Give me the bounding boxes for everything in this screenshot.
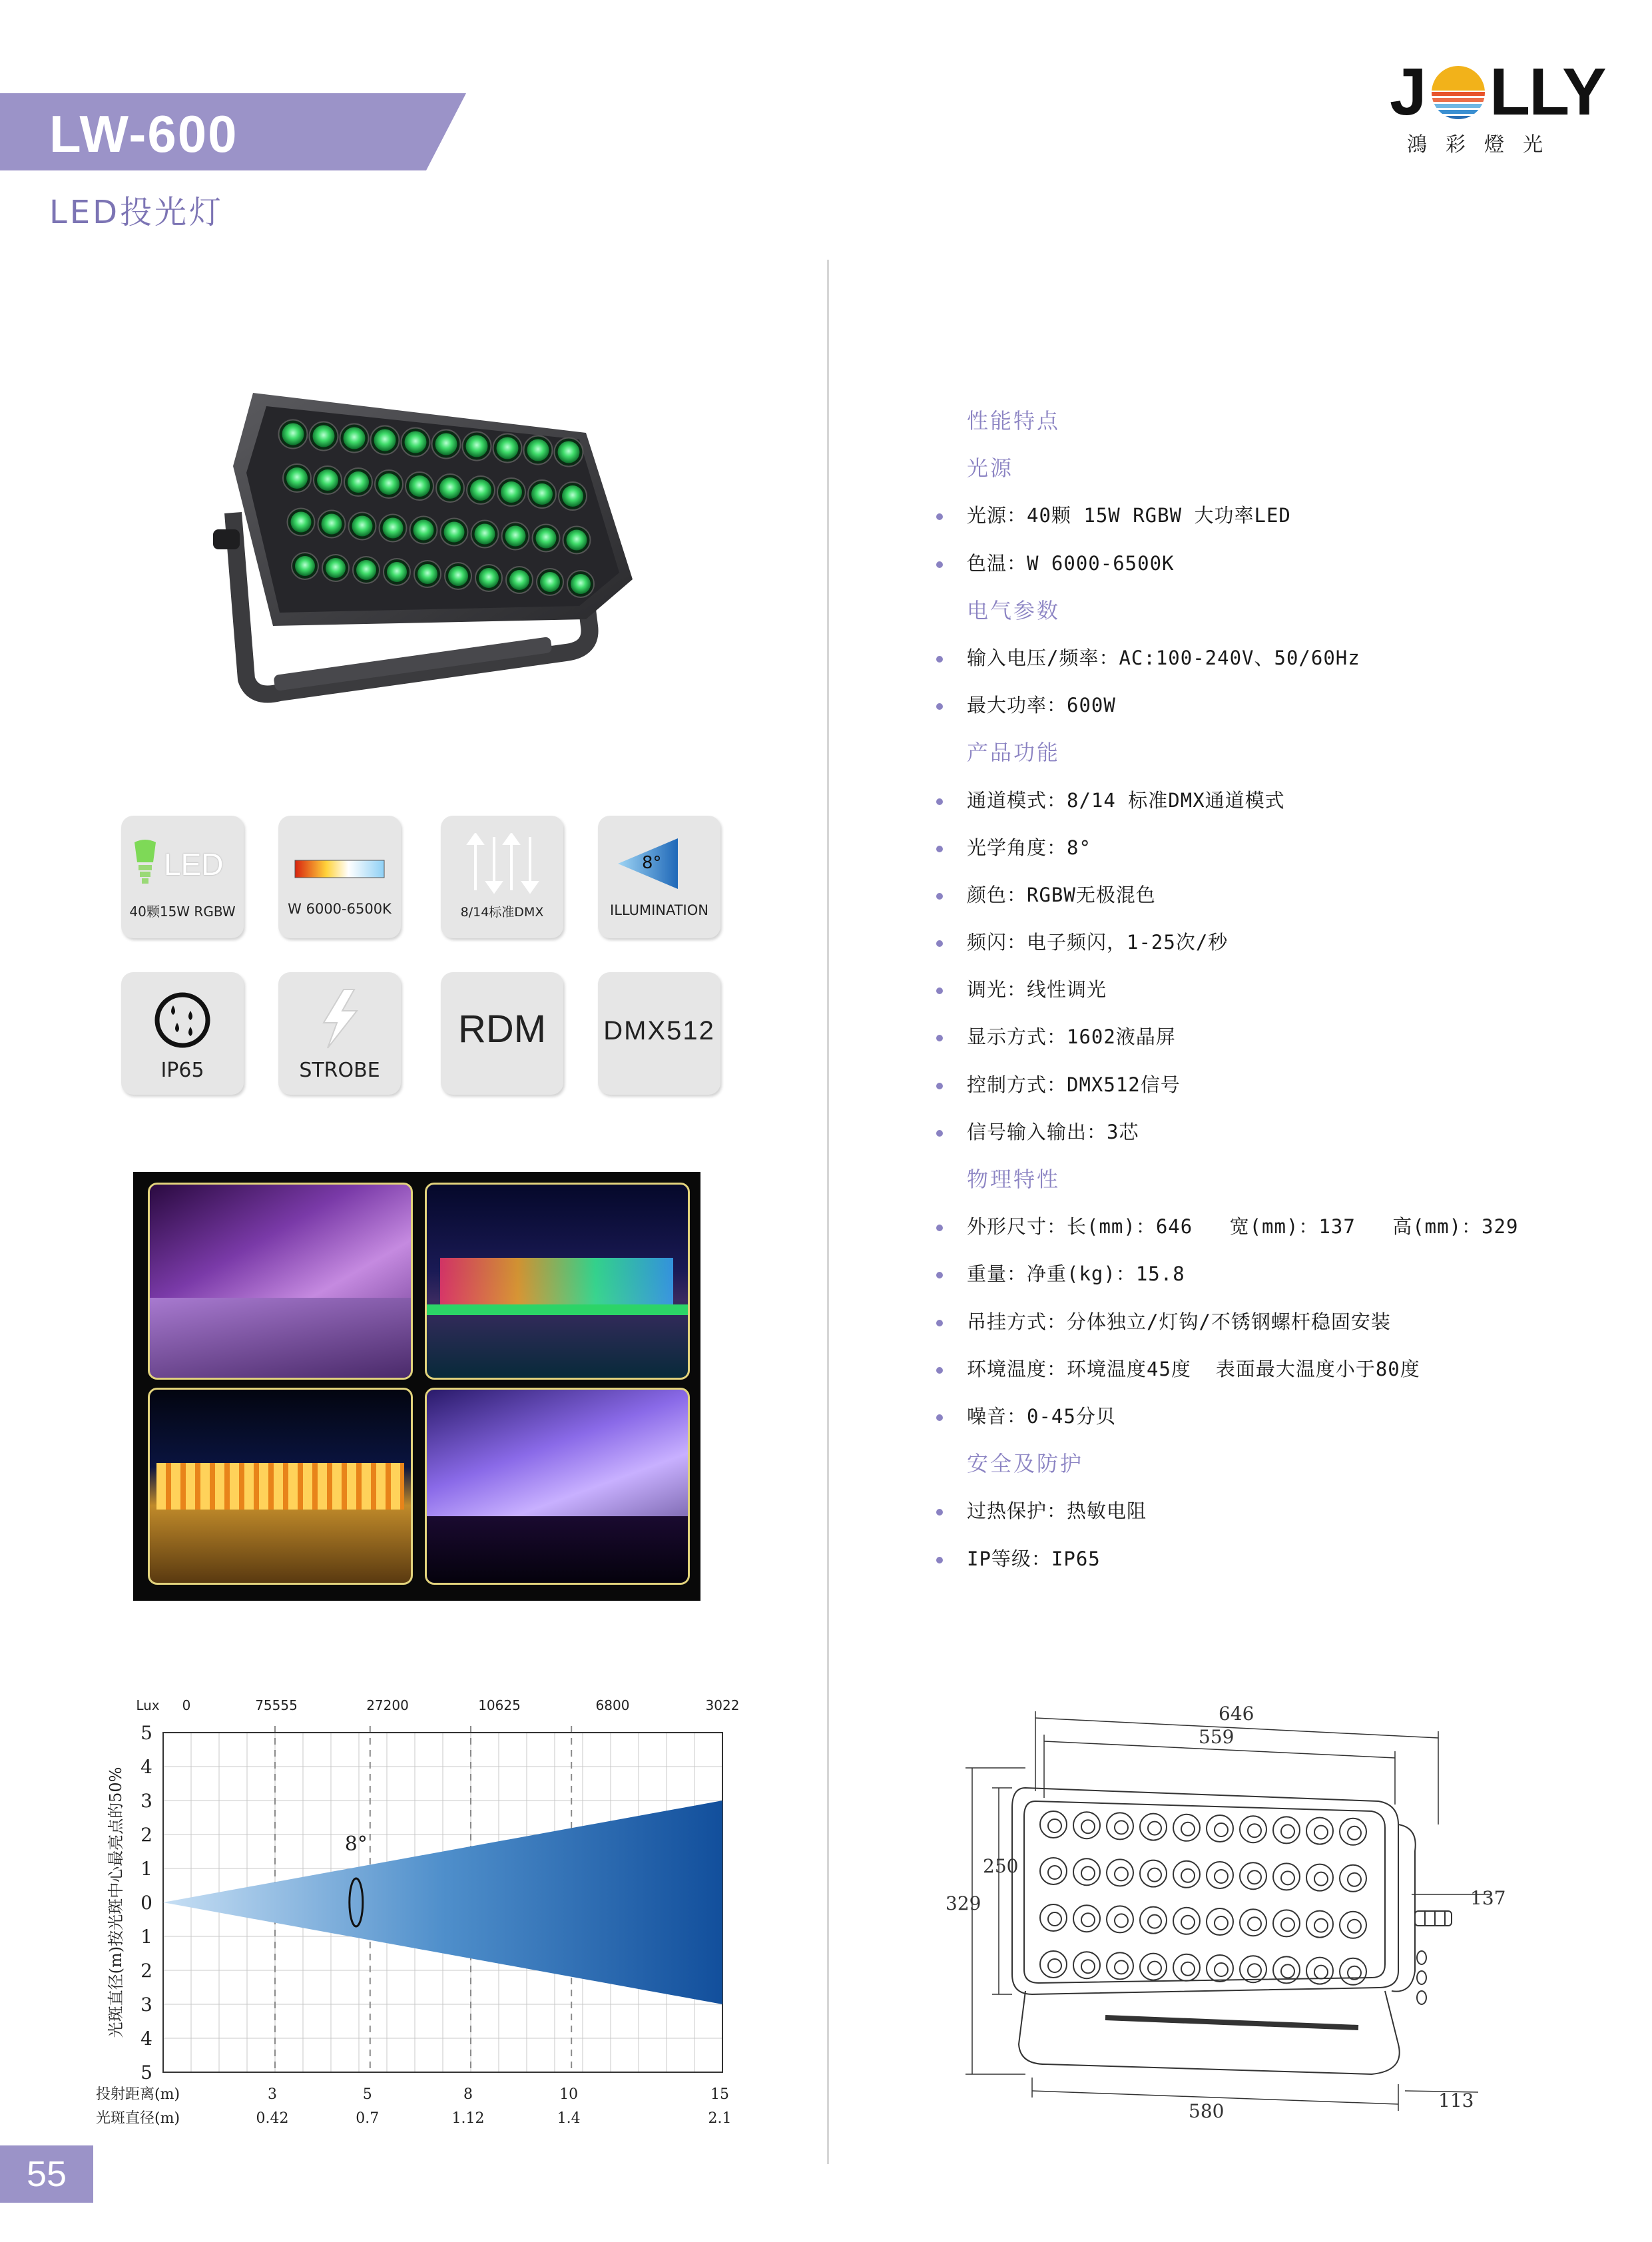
led-outline: [1073, 1905, 1100, 1932]
led-outline-inner: [1048, 1912, 1061, 1926]
led-outline-inner: [1181, 1916, 1195, 1929]
spec-item: [932, 970, 1598, 1017]
led-outline: [1240, 1909, 1266, 1936]
led-outline: [1140, 1860, 1167, 1887]
led-outline-inner: [1048, 1959, 1061, 1972]
bullet-icon: [936, 1130, 943, 1137]
lux-value: 6800: [595, 1697, 630, 1713]
led-outline-inner: [1081, 1960, 1095, 1973]
logo-letters-lly: LLY: [1490, 55, 1605, 129]
beam-grid: [163, 1726, 722, 2072]
led-glow: [295, 556, 315, 576]
spec-item-text: 噪音：0-45分贝: [967, 1404, 1116, 1428]
led-glow: [286, 467, 308, 489]
y-tick: 2: [140, 1960, 152, 1982]
dim-base-depth: 113: [1438, 2090, 1474, 2111]
led-glow: [417, 564, 437, 584]
application-photos: [133, 1172, 700, 1601]
spec-heading: [932, 732, 1598, 780]
spec-item-text: 调光：线性调光: [967, 978, 1107, 1001]
led-glow: [378, 473, 400, 495]
led-outline: [1306, 1864, 1333, 1891]
dimension-drawing: [946, 1691, 1531, 2131]
illumination-icon: [598, 816, 720, 938]
spec-item-text: 最大功率：600W: [967, 694, 1116, 717]
led-glow: [409, 475, 430, 497]
logo-chinese-name: 鴻彩燈光: [1407, 133, 1561, 156]
led-outline-inner: [1314, 1966, 1328, 1979]
illumination-angle: 8°: [642, 853, 662, 873]
spec-heading-text: 安全及防护: [967, 1451, 1084, 1477]
led-outline-inner: [1048, 1866, 1061, 1879]
led-glow: [344, 427, 366, 449]
led-outline-inner: [1148, 1915, 1161, 1928]
y-tick: 4: [140, 1756, 152, 1778]
led-outline-inner: [1348, 1873, 1361, 1886]
photo-building-facade: [148, 1388, 413, 1585]
led-glow: [348, 471, 369, 493]
spec-heading-text: 产品功能: [967, 740, 1061, 766]
led-outline-inner: [1248, 1870, 1261, 1884]
led-outline-inner: [1081, 1913, 1095, 1926]
spec-item: [932, 875, 1598, 922]
bullet-icon: [936, 1035, 943, 1041]
y-axis-label: 光斑直径(m)按光斑中心最亮点的50%: [107, 1767, 125, 2038]
illumination-label: ILLUMINATION: [610, 902, 708, 918]
led-outline-inner: [1215, 1870, 1228, 1883]
dim-depth: 137: [1470, 1887, 1506, 1909]
beam-angle-label: 8°: [344, 1832, 368, 1856]
led-glow: [470, 479, 491, 501]
diameter-label: 光斑直径(m): [96, 2110, 180, 2127]
spec-item: [932, 1207, 1598, 1254]
led-glow: [479, 568, 499, 588]
distance-value: 3: [268, 2086, 277, 2103]
led-glow: [540, 572, 560, 592]
led-glow: [291, 512, 312, 533]
led-outline: [1273, 1910, 1300, 1936]
strobe-label: STROBE: [299, 1059, 380, 1082]
product-image: [193, 386, 646, 706]
bullet-icon: [936, 1557, 943, 1563]
led-outline: [1306, 1911, 1333, 1938]
logo-letter-j: J: [1390, 55, 1427, 129]
led-outline: [1073, 1812, 1100, 1838]
led-outline-inner: [1281, 1964, 1294, 1978]
led-glow: [444, 522, 465, 543]
led-outline-inner: [1115, 1821, 1128, 1834]
spec-item-text: 外形尺寸：长(mm)：646 宽(mm)：137 高(mm)：329: [967, 1215, 1519, 1239]
spec-heading: [932, 591, 1598, 638]
spec-list: [932, 401, 1598, 1586]
bullet-icon: [936, 1225, 943, 1231]
led-glow: [356, 560, 376, 580]
led-outline-inner: [1048, 1819, 1061, 1832]
diameter-value: 1.12: [451, 2110, 485, 2127]
bullet-icon: [936, 1320, 943, 1326]
spec-item-text: 重量：净重(kg)：15.8: [967, 1262, 1185, 1286]
led-glow: [531, 483, 553, 505]
dim-inner-length: 559: [1199, 1726, 1235, 1748]
spec-item-text: 环境温度：环境温度45度 表面最大温度小于80度: [967, 1357, 1420, 1380]
led-outline: [1207, 1815, 1233, 1842]
lux-value: 10625: [478, 1697, 521, 1713]
brand-logo: [1388, 55, 1605, 158]
dim-overall-length: 646: [1219, 1703, 1254, 1725]
led-outline: [1173, 1815, 1200, 1841]
spec-item: [932, 922, 1598, 970]
led-outline: [1040, 1904, 1067, 1931]
spec-item: [932, 543, 1598, 591]
spec-item-text: 光源：40颗 15W RGBW 大功率LED: [967, 504, 1291, 527]
led-glow: [558, 441, 580, 463]
led-outline: [1140, 1954, 1167, 1980]
spec-item: [932, 638, 1598, 685]
led-outline-inner: [1181, 1962, 1195, 1976]
spec-item: [932, 1396, 1598, 1444]
led-outline-inner: [1148, 1868, 1161, 1882]
waterproof-icon: [153, 991, 212, 1049]
led-outline-inner: [1314, 1826, 1328, 1839]
bullet-icon: [936, 1272, 943, 1278]
led-outline: [1107, 1859, 1133, 1886]
spec-item-text: 输入电压/频率：AC:100-240V、50/60Hz: [967, 646, 1360, 669]
led-glow: [322, 514, 342, 535]
led-outline-inner: [1081, 1820, 1095, 1833]
lux-value: 75555: [255, 1697, 298, 1713]
bullet-icon: [936, 987, 943, 994]
color-temp-label: W 6000-6500K: [288, 901, 392, 917]
led-source-icon: [121, 816, 244, 938]
spec-item-text: 色温：W 6000-6500K: [967, 551, 1175, 575]
spec-item: [932, 780, 1598, 828]
distance-value: 5: [362, 2086, 372, 2103]
led-outline-inner: [1248, 1964, 1261, 1977]
led-outline: [1306, 1958, 1333, 1984]
spec-heading: [932, 1159, 1598, 1207]
spec-item-text: 吊挂方式：分体独立/灯钩/不锈钢螺杆稳固安装: [967, 1310, 1391, 1333]
led-glow: [413, 520, 434, 541]
led-outline-inner: [1181, 1869, 1195, 1882]
led-outline-grid: [1040, 1811, 1366, 1985]
led-outline: [1340, 1912, 1366, 1938]
led-glow: [317, 469, 338, 491]
led-outline: [1040, 1951, 1067, 1978]
led-outline-inner: [1348, 1826, 1361, 1840]
beam-chart: [87, 1691, 752, 2144]
rdm-label: RDM: [457, 1007, 547, 1051]
led-outline: [1306, 1818, 1333, 1844]
spec-item-text: IP等级：IP65: [967, 1547, 1101, 1570]
led-outline-inner: [1215, 1916, 1228, 1930]
spec-item-text: 信号输入输出：3芯: [967, 1120, 1139, 1143]
led-outline: [1340, 1865, 1366, 1892]
led-glow: [439, 477, 461, 499]
led-outline: [1173, 1908, 1200, 1934]
diameter-value: 0.7: [356, 2110, 380, 2127]
led-glow: [475, 524, 495, 545]
lux-value: 3022: [705, 1697, 740, 1713]
y-tick: 1: [140, 1858, 152, 1880]
model-title: LW-600: [49, 105, 238, 163]
spec-item-text: 颜色：RGBW无极混色: [967, 883, 1156, 906]
led-outline: [1240, 1956, 1266, 1982]
bullet-icon: [936, 561, 943, 568]
lux-value: 27200: [366, 1697, 409, 1713]
spec-heading: [932, 448, 1598, 495]
product-subtitle: LED投光灯: [49, 194, 224, 231]
distance-value: 8: [463, 2086, 473, 2103]
diameter-value: 1.4: [557, 2110, 581, 2127]
y-tick: 3: [140, 1994, 152, 2016]
led-source-big: LED: [164, 847, 224, 882]
spec-item: [932, 1539, 1598, 1586]
ip65-icon: [121, 972, 244, 1095]
strobe-icon: [278, 972, 401, 1095]
spec-heading-text: 电气参数: [967, 597, 1061, 623]
led-glow: [562, 485, 583, 507]
led-outline: [1340, 1958, 1366, 1985]
spec-heading-text: 光源: [967, 455, 1014, 481]
led-outline-inner: [1281, 1871, 1294, 1884]
dmx-channel-label: 8/14标准DMX: [460, 905, 544, 920]
led-outline-inner: [1115, 1914, 1128, 1927]
bullet-icon: [936, 656, 943, 663]
spec-item-text: 通道模式：8/14 标准DMX通道模式: [967, 788, 1285, 812]
bullet-icon: [936, 893, 943, 900]
dmx-channel-icon: [441, 816, 563, 938]
led-glow: [466, 435, 488, 457]
y-tick: 5: [140, 2062, 152, 2084]
spec-item-text: 频闪：电子频闪，1-25次/秒: [967, 931, 1229, 954]
spec-item-text: 显示方式：1602液晶屏: [967, 1025, 1176, 1049]
color-temp-icon: [278, 816, 401, 938]
led-glow: [536, 528, 557, 549]
page-number: 55: [26, 2154, 67, 2194]
dim-overall-height: 329: [946, 1892, 981, 1914]
dim-inner-height: 250: [983, 1855, 1019, 1877]
bullet-icon: [936, 846, 943, 852]
led-outline-inner: [1215, 1823, 1228, 1836]
led-outline-inner: [1115, 1867, 1128, 1880]
diameter-value: 0.42: [256, 2110, 289, 2127]
spec-item-text: 过热保护：热敏电阻: [967, 1500, 1147, 1523]
bullet-icon: [936, 513, 943, 520]
spec-heading: [932, 401, 1598, 448]
y-tick: 2: [140, 1824, 152, 1846]
led-outline: [1040, 1811, 1067, 1838]
led-outline-inner: [1281, 1824, 1294, 1838]
bullet-icon: [936, 1509, 943, 1516]
lightning-icon: [313, 988, 366, 1049]
led-glow: [374, 429, 396, 451]
led-glow: [571, 574, 591, 594]
led-glow: [383, 518, 404, 539]
led-glow: [352, 516, 373, 537]
led-glow: [567, 530, 587, 551]
led-glow: [505, 526, 526, 547]
spec-item-text: 控制方式：DMX512信号: [967, 1073, 1181, 1096]
bullet-icon: [936, 798, 943, 805]
led-outline: [1240, 1816, 1266, 1842]
spec-heading-text: 物理特性: [967, 1167, 1061, 1192]
led-outline: [1140, 1907, 1167, 1934]
led-outline-inner: [1348, 1920, 1361, 1933]
channel-arrows-icon: [465, 833, 539, 894]
color-temp-gradient-icon: [294, 860, 385, 878]
led-glow: [326, 558, 346, 578]
led-outline-inner: [1314, 1872, 1328, 1886]
lux-label: Lux: [136, 1697, 160, 1713]
led-outline-inner: [1115, 1960, 1128, 1974]
bullet-icon: [936, 1414, 943, 1421]
spec-item: [932, 1017, 1598, 1064]
bullet-icon: [936, 1083, 943, 1089]
led-outline-inner: [1148, 1822, 1161, 1835]
spec-item: [932, 495, 1598, 543]
y-tick: 3: [140, 1790, 152, 1812]
y-tick: 0: [140, 1892, 152, 1914]
spec-item: [932, 1302, 1598, 1349]
led-outline: [1207, 1862, 1233, 1888]
led-outline-inner: [1081, 1866, 1095, 1880]
column-divider: [827, 260, 829, 2164]
bullet-icon: [936, 940, 943, 947]
led-outline-inner: [1215, 1963, 1228, 1976]
y-tick: 5: [140, 1722, 152, 1744]
distance-value: 15: [710, 2086, 729, 2103]
led-outline: [1207, 1955, 1233, 1982]
led-outline: [1173, 1861, 1200, 1888]
bullet-icon: [936, 1367, 943, 1374]
photo-wall-wash: [148, 1183, 413, 1380]
led-outline: [1107, 1906, 1133, 1932]
spec-item: [932, 1349, 1598, 1396]
led-glow: [387, 562, 407, 582]
led-outline: [1340, 1819, 1366, 1845]
spec-item: [932, 828, 1598, 875]
led-outline-inner: [1148, 1962, 1161, 1975]
lux-value: 0: [182, 1697, 191, 1713]
spec-heading-text: 性能特点: [967, 408, 1061, 433]
spec-item: [932, 1491, 1598, 1538]
dmx512-label: DMX512: [603, 1016, 715, 1045]
led-source-label: 40颗15W RGBW: [129, 904, 236, 920]
spec-item: [932, 1065, 1598, 1112]
led-outline: [1273, 1863, 1300, 1890]
spec-item-text: 光学角度：8°: [967, 836, 1091, 859]
led-outline: [1173, 1954, 1200, 1981]
led-outline: [1040, 1858, 1067, 1884]
ip65-label: IP65: [160, 1059, 204, 1082]
led-glow: [313, 425, 335, 447]
spec-item: [932, 1254, 1598, 1301]
led-outline: [1207, 1908, 1233, 1935]
led-outline: [1073, 1952, 1100, 1978]
led-glow: [448, 566, 468, 586]
spec-item: [932, 1112, 1598, 1159]
y-tick: 1: [140, 1926, 152, 1948]
bullet-icon: [936, 703, 943, 710]
photo-riverside-night: [425, 1183, 690, 1380]
dim-base-length: 580: [1189, 2100, 1225, 2122]
dmx512-icon: [598, 972, 720, 1095]
distance-value: 10: [559, 2086, 579, 2103]
led-outline: [1107, 1952, 1133, 1979]
led-glow: [509, 570, 529, 590]
led-glow: [497, 437, 519, 459]
led-glow: [435, 433, 457, 455]
led-outline: [1140, 1814, 1167, 1840]
photo-palm-facade: [425, 1388, 690, 1585]
led-glow: [405, 431, 427, 453]
led-glow: [282, 423, 304, 445]
y-tick: 4: [140, 2028, 152, 2050]
diameter-value: 2.1: [708, 2110, 732, 2127]
led-outline-inner: [1281, 1918, 1294, 1931]
led-glow: [501, 481, 522, 503]
led-outline-inner: [1314, 1919, 1328, 1932]
led-outline: [1073, 1858, 1100, 1885]
spec-item: [932, 685, 1598, 732]
led-outline: [1107, 1813, 1133, 1839]
bulb-icon: [132, 840, 158, 886]
spec-heading: [932, 1444, 1598, 1491]
distance-label: 投射距离(m): [96, 2086, 180, 2103]
led-outline-inner: [1248, 1824, 1261, 1837]
led-outline-inner: [1181, 1822, 1195, 1836]
led-outline: [1273, 1817, 1300, 1843]
rdm-icon: [441, 972, 563, 1095]
led-outline-inner: [1248, 1917, 1261, 1930]
led-outline: [1240, 1862, 1266, 1889]
led-glow: [527, 439, 549, 461]
